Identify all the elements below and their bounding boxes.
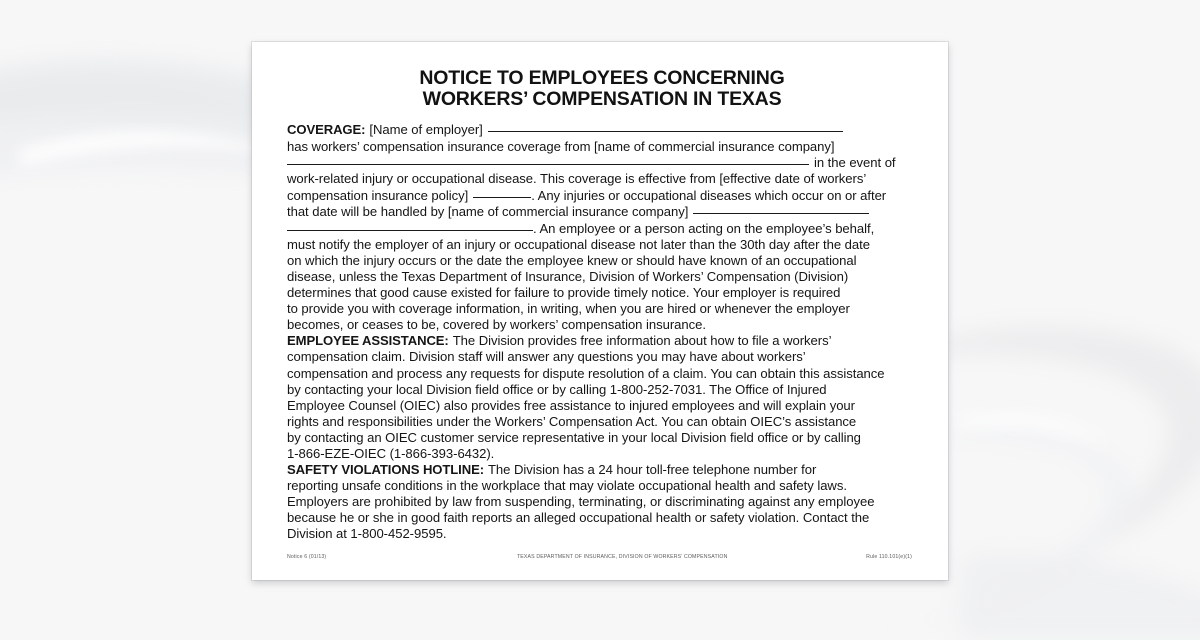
coverage-line-3 — [287, 155, 896, 170]
section-coverage — [287, 122, 917, 333]
section-employee-assistance — [287, 333, 917, 462]
coverage-policy-date-blank[interactable] — [473, 187, 531, 197]
coverage-line-1 — [287, 122, 843, 137]
footer-agency-name: TEXAS DEPARTMENT OF INSURANCE, DIVISION OF WORKERS’ COMPENSATION — [516, 554, 728, 560]
coverage-line-2: has workers’ compensation insurance coverage from [name of commercial insurance company] — [287, 138, 835, 154]
coverage-line-6 — [287, 204, 869, 219]
safety-hotline-line-4: because he or she in good faith reports an alleged occupational health or safety violation. Contact the — [287, 510, 870, 526]
safety-hotline-line-5: Division at 1-800-452-9595. — [287, 526, 447, 542]
document-body — [287, 122, 917, 543]
document-page — [252, 42, 948, 580]
employee-assistance-line-8: 1-866-EZE-OIEC (1-866-393-6432). — [287, 445, 495, 461]
footer-form-number: Notice 6 (01/13) — [287, 554, 327, 560]
coverage-line-5-tail: . Any injuries or occupational diseases which occur on or after — [531, 187, 887, 203]
page-title-line-1: NOTICE TO EMPLOYEES CONCERNING — [419, 67, 785, 89]
coverage-employer-blank[interactable] — [488, 122, 843, 132]
document-content — [287, 68, 917, 554]
safety-hotline-line-2: reporting unsafe conditions in the workplace that may violate occupational health and safety laws. — [287, 478, 847, 494]
safety-hotline-line-1: The Division has a 24 hour toll-free telephone number for — [487, 462, 817, 478]
safety-hotline-lead-label: SAFETY VIOLATIONS HOTLINE: — [287, 462, 484, 478]
coverage-handler-placeholder: that date will be handled by [name of commercial insurance company] — [287, 204, 689, 220]
coverage-line-5 — [287, 188, 886, 203]
coverage-line-7 — [287, 221, 874, 236]
coverage-line-7-text: . An employee or a person acting on the employee’s behalf, — [533, 220, 875, 236]
coverage-line-4: work-related injury or occupational disease. This coverage is effective from [effective date of workers’ — [287, 171, 867, 187]
document-footer — [287, 554, 918, 560]
employee-assistance-line-7: by contacting an OIEC customer service representative in your local Division field office or by calling — [287, 429, 861, 445]
page-title — [287, 68, 917, 110]
coverage-line-9: on which the injury occurs or the date the employee knew or should have known of an occupational — [287, 252, 857, 268]
coverage-insurer-blank-3[interactable] — [287, 220, 533, 230]
employee-assistance-line-1: The Division provides free information about how to file a workers’ — [452, 333, 832, 349]
coverage-line-10: disease, unless the Texas Department of Insurance, Division of Workers’ Compensation (Division) — [287, 268, 849, 284]
employee-assistance-line-6: rights and responsibilities under the Workers’ Compensation Act. You can obtain OIEC’s assistance — [287, 413, 857, 429]
employee-assistance-line-3: compensation and process any requests for dispute resolution of a claim. You can obtain this assistance — [287, 365, 885, 381]
coverage-insurer-blank-2[interactable] — [693, 204, 869, 214]
coverage-policy-date-placeholder: compensation insurance policy] — [287, 187, 469, 203]
employee-assistance-line-4: by contacting your local Division field office or by calling 1-800-252-7031. The Office of Injured — [287, 381, 827, 397]
coverage-insurer-blank-1[interactable] — [287, 155, 809, 165]
page-title-line-2: WORKERS’ COMPENSATION IN TEXAS — [422, 88, 782, 110]
coverage-line-12: to provide you with coverage information, in writing, when you are hired or whenever the employer — [287, 301, 850, 317]
coverage-employer-placeholder: [Name of employer] — [369, 122, 483, 138]
employee-assistance-line-2: compensation claim. Division staff will answer any questions you may have about workers’ — [287, 349, 806, 365]
section-safety-violations-hotline — [287, 462, 917, 542]
coverage-line-11: determines that good cause existed for failure to provide timely notice. Your employer is required — [287, 285, 841, 301]
coverage-lead-label: COVERAGE: — [287, 122, 366, 138]
safety-hotline-line-3: Employers are prohibited by law from suspending, terminating, or discriminating against any employee — [287, 494, 875, 510]
employee-assistance-line-5: Employee Counsel (OIEC) also provides free assistance to injured employees and will explain your — [287, 397, 855, 413]
coverage-line-8: must notify the employer of an injury or occupational disease not later than the 30th day after the date — [287, 236, 870, 252]
coverage-line-3-text: in the event of — [814, 155, 896, 171]
coverage-line-13: becomes, or ceases to be, covered by workers’ compensation insurance. — [287, 317, 706, 333]
employee-assistance-lead-label: EMPLOYEE ASSISTANCE: — [287, 333, 449, 349]
footer-rule-citation: Rule 110.101(e)(1) — [866, 554, 912, 560]
